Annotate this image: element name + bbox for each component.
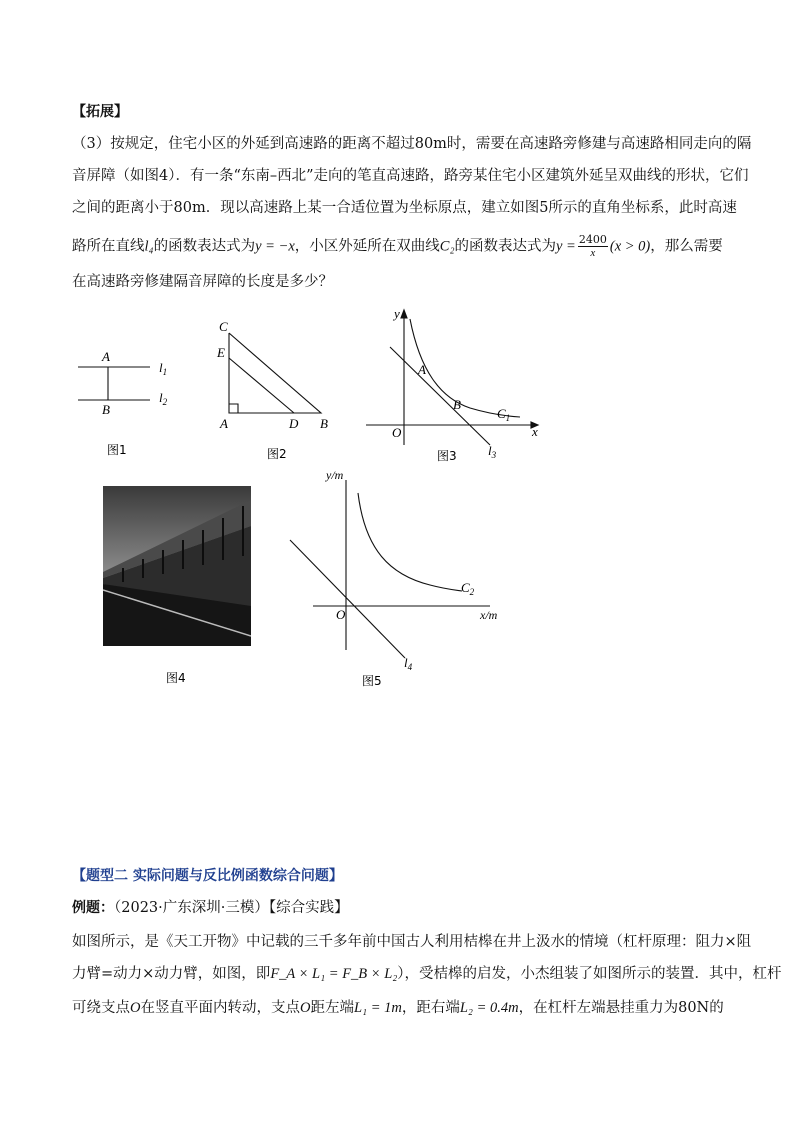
math-o: O	[130, 1000, 141, 1016]
text-segment: ），受桔槔的启发，小杰组装了如图所示的装置．其中，杠杆	[397, 966, 782, 982]
label-b: B	[453, 397, 461, 412]
text-segment: ，小区外延所在双曲线	[294, 238, 440, 255]
label-b: B	[102, 402, 110, 417]
label-c: C	[461, 580, 470, 595]
figure-1	[78, 367, 150, 400]
text-segment: ，在杠杆左端悬挂重力为80N的	[518, 1000, 724, 1016]
label-c1	[497, 406, 510, 423]
y-axis-arrow	[401, 310, 407, 318]
label-e: E	[217, 345, 225, 360]
label-l2	[159, 390, 168, 407]
example-line-3	[72, 998, 722, 1018]
label-d: D	[289, 416, 299, 431]
math-c2: C₂	[439, 238, 455, 255]
label-sub: 1	[505, 413, 511, 423]
label-a: A	[418, 362, 426, 377]
label-l: l	[159, 360, 163, 375]
label-l3	[488, 443, 497, 460]
origin-label: O	[336, 607, 346, 622]
math-l1: L₁ = 1m	[353, 1000, 402, 1016]
problem-line-1: （3）按规定，住宅小区的外延到高速路的距离不超过80m时，需要在高速路旁修建与高速路相同走向的隔	[72, 136, 752, 152]
extension-heading: 【拓展】	[72, 104, 128, 120]
math-l2: L₂ = 0.4m	[459, 1000, 519, 1016]
label-sub: 2	[162, 397, 168, 407]
axis-label-y: y/m	[326, 468, 344, 482]
math-line-equation: y = −x	[255, 238, 295, 255]
origin-label: O	[392, 425, 402, 440]
figure-2	[229, 333, 321, 413]
label-l1	[159, 360, 167, 377]
sound-barrier-photo	[103, 486, 251, 646]
curve-c1	[410, 319, 520, 417]
math-condition: (x > 0)	[609, 238, 651, 255]
label-l4	[404, 655, 413, 672]
text-segment: 力臂=动力×动力臂，如图，即	[72, 966, 271, 982]
line-l3	[390, 347, 490, 445]
label-l: l	[404, 655, 408, 670]
photo-drawing	[103, 486, 251, 646]
caption-fig2: 图2	[267, 447, 287, 461]
text-segment: ，距右端	[401, 1000, 460, 1016]
segment-ed	[229, 358, 294, 413]
text-segment: ，那么需要	[650, 238, 723, 255]
problem-line-2: 音屏障（如图4）．有一条“东南–西北”走向的笔直高速路，路旁某住宅小区建筑外延呈双曲线的形状，它们	[72, 168, 749, 184]
label-a: A	[102, 349, 110, 364]
label-l: l	[159, 390, 163, 405]
math-o: O	[299, 1000, 311, 1016]
text-segment: 的函数表达式为	[153, 238, 256, 255]
axis-label-y: y	[394, 306, 400, 321]
label-c: C	[497, 406, 506, 421]
example-line-1: 如图所示，是《天工开物》中记载的三千多年前中国古人利用桔槔在井上汲水的情境（杠杆原理：阻力×阻	[72, 934, 752, 950]
label-sub: 3	[491, 450, 497, 460]
label-sub: 2	[469, 587, 475, 597]
text-segment: 的函数表达式为	[454, 238, 556, 255]
problem-line-5: 在高速路旁修建隔音屏障的长度是多少？	[72, 274, 333, 290]
caption-fig1: 图1	[107, 443, 127, 457]
label-c2	[461, 580, 475, 597]
fraction-numerator: 2400	[578, 233, 607, 246]
text-segment: 距左端	[310, 1000, 354, 1016]
text-segment: 在竖直平面内转动，支点	[140, 1000, 300, 1016]
label-sub: 1	[162, 367, 168, 377]
example-line	[72, 898, 722, 918]
math-y-equals: y =	[556, 238, 576, 255]
right-angle-mark	[229, 404, 238, 413]
label-sub: 4	[407, 662, 413, 672]
label-b: B	[320, 416, 328, 431]
math-l4: l₄	[144, 238, 154, 255]
line-l4	[290, 540, 405, 658]
example-source: （2023·广东深圳·三模）【综合实践】	[114, 900, 349, 916]
caption-fig5: 图5	[362, 674, 382, 688]
triangle-cab	[229, 333, 321, 413]
label-c: C	[219, 319, 228, 334]
text-segment: 路所在直线	[72, 238, 145, 255]
axis-label-x: x	[532, 424, 538, 439]
example-label: 例题：	[72, 900, 114, 916]
example-line-2	[72, 964, 782, 984]
problem-line-3: 之间的距离小于80m．现以高速路上某一合适位置为坐标原点，建立如图5所示的直角坐标系，此时高速	[72, 200, 737, 216]
curve-c2	[358, 493, 462, 591]
math-lever-formula: F_A × L₁ = F_B × L₂	[270, 966, 398, 982]
axis-label-x: x/m	[480, 608, 498, 622]
fraction-denominator: x	[590, 247, 596, 259]
caption-fig4: 图4	[166, 671, 186, 685]
figure-5	[290, 480, 490, 658]
caption-fig3: 图3	[437, 449, 457, 463]
section-heading: 【题型二 实际问题与反比例函数综合问题】	[72, 868, 343, 884]
label-l: l	[488, 443, 492, 458]
label-a: A	[220, 416, 228, 431]
text-segment: 可绕支点	[72, 1000, 130, 1016]
